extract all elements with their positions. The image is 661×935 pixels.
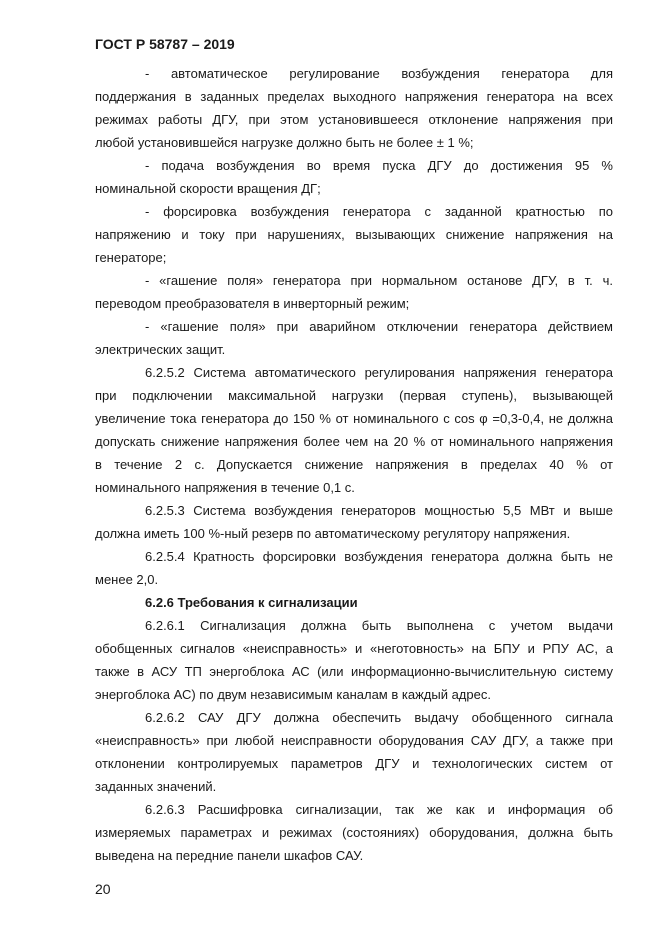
text-line: менее 2,0.: [95, 572, 159, 587]
text-line: - форсировка возбуждения генератора с заданной кратностью по: [145, 204, 613, 219]
text-line: 6.2.5.2 Система автоматического регулирования напряжения генератора: [145, 365, 613, 380]
text-line: выведена на передние панели шкафов САУ.: [95, 848, 364, 863]
text-line: генераторе;: [95, 250, 167, 265]
text-line: режимах работы ДГУ, при этом установившееся отклонение напряжения при: [95, 112, 613, 127]
document-body: [95, 62, 613, 867]
text-line: поддержания в заданных пределах выходного напряжения генератора на всех: [95, 89, 613, 104]
text-line: электрических защит.: [95, 342, 226, 357]
text-line: напряжению и току при нарушениях, вызывающих снижение напряжения на: [95, 227, 613, 242]
text-line: должна иметь 100 %-ный резерв по автоматическому регулятору напряжения.: [95, 526, 571, 541]
text-line: 6.2.6.1 Сигнализация должна быть выполнена с учетом выдачи: [145, 618, 613, 633]
text-line: энергоблока АС) по двум независимым каналам в каждый адрес.: [95, 687, 491, 702]
text-line: - подача возбуждения во время пуска ДГУ до достижения 95 %: [145, 158, 613, 173]
text-line: «неисправность» при любой неисправности оборудования САУ ДГУ, а также при: [95, 733, 613, 748]
text-line: 6.2.6.2 САУ ДГУ должна обеспечить выдачу обобщенного сигнала: [145, 710, 613, 725]
text-line: также в АСУ ТП энергоблока АС (или информационно-вычислительную систему: [95, 664, 613, 679]
text-line: заданных значений.: [95, 779, 217, 794]
text-line: номинального напряжения в течение 0,1 с.: [95, 480, 355, 495]
text-line: в течение 2 с. Допускается снижение напряжения в пределах 40 % от: [95, 457, 613, 472]
text-line: - «гашение поля» при аварийном отключении генератора действием: [145, 319, 613, 334]
text-line: 6.2.6 Требования к сигнализации: [145, 595, 358, 610]
text-line: обобщенных сигналов «неисправность» и «неготовность» на БПУ и РПУ АС, а: [95, 641, 613, 656]
text-line: - автоматическое регулирование возбуждения генератора для: [145, 66, 613, 81]
text-line: увеличение тока генератора до 150 % от номинального с cos φ =0,3-0,4, не должна: [95, 411, 613, 426]
text-line: 6.2.6.3 Расшифровка сигнализации, так же как и информация об: [145, 802, 613, 817]
text-line: - «гашение поля» генератора при нормальном останове ДГУ, в т. ч.: [145, 273, 613, 288]
text-line: при подключении максимальной нагрузки (первая ступень), вызывающей: [95, 388, 613, 403]
text-line: номинальной скорости вращения ДГ;: [95, 181, 321, 196]
text-line: 6.2.5.4 Кратность форсировки возбуждения генератора должна быть не: [145, 549, 613, 564]
text-line: переводом преобразователя в инверторный режим;: [95, 296, 410, 311]
text-line: отклонении контролируемых параметров ДГУ и технологических систем от: [95, 756, 613, 771]
text-line: измеряемых параметрах и режимах (состояниях) оборудования, должна быть: [95, 825, 613, 840]
text-line: 6.2.5.3 Система возбуждения генераторов мощностью 5,5 МВт и выше: [145, 503, 613, 518]
document-header: ГОСТ Р 58787 – 2019: [95, 36, 235, 52]
page-number: 20: [95, 881, 111, 897]
text-line: допускать снижение напряжения более чем на 20 % от номинального напряжения: [95, 434, 613, 449]
text-line: любой установившейся нагрузке должно быть не более ± 1 %;: [95, 135, 474, 150]
